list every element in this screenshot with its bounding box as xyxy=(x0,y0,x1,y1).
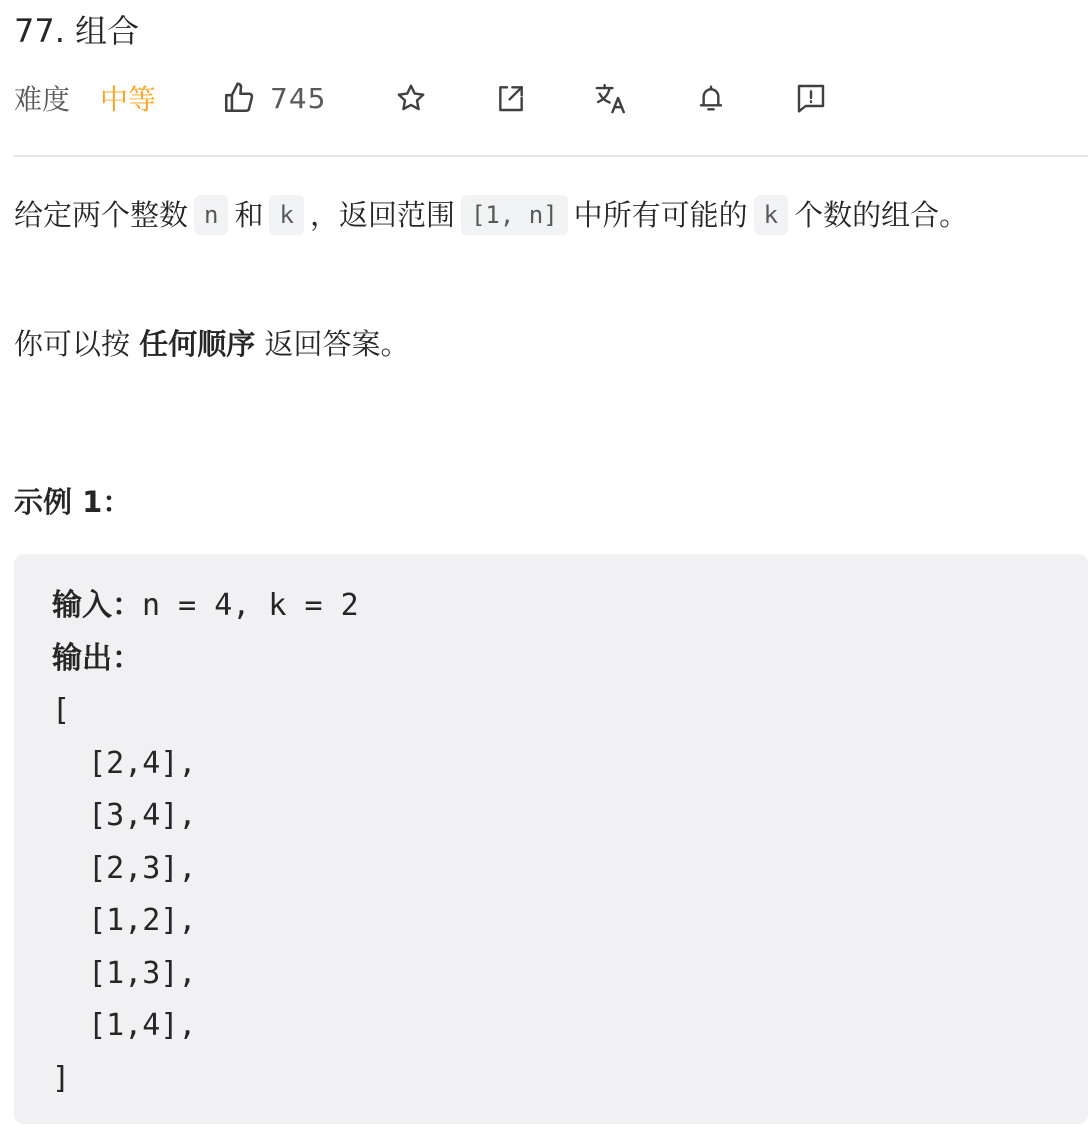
like-count: 745 xyxy=(270,81,327,115)
description-text: 个数的组合。 xyxy=(794,198,969,232)
star-icon xyxy=(395,82,427,114)
emphasis-text: 任何顺序 xyxy=(139,327,256,361)
feedback-button[interactable] xyxy=(793,74,829,122)
inline-code: n xyxy=(194,195,228,235)
share-icon xyxy=(495,82,527,114)
description-text: ，返回范围 xyxy=(309,198,455,232)
example-input-line xyxy=(52,580,359,633)
feedback-icon xyxy=(795,82,827,114)
example-output-line xyxy=(52,633,359,686)
description-text: 和 xyxy=(234,198,264,232)
output-line: [2,3], xyxy=(52,850,197,886)
translate-button[interactable] xyxy=(593,74,629,122)
description-paragraph xyxy=(14,189,1074,241)
output-line: [1,2], xyxy=(52,903,197,938)
output-line: [ xyxy=(52,693,71,728)
problem-toolbar xyxy=(14,74,1088,122)
inline-code: k xyxy=(754,195,788,235)
output-label: 输出： xyxy=(52,640,142,676)
difficulty-badge: 中等 xyxy=(100,83,157,116)
input-value: n = 4, k = 2 xyxy=(142,588,359,623)
example-title: 示例 1： xyxy=(14,485,132,519)
output-line: [1,3], xyxy=(52,955,197,991)
description-text: 返回答案。 xyxy=(264,327,410,361)
example-lines xyxy=(52,580,359,1105)
description-text: 给定两个整数 xyxy=(14,198,189,232)
inline-code: [1, n] xyxy=(461,195,568,235)
output-line: [3,4], xyxy=(52,798,197,833)
thumbs-up-icon xyxy=(222,81,256,115)
input-label: 输入： xyxy=(52,588,142,623)
notify-button[interactable] xyxy=(693,74,729,122)
difficulty-label: 难度 xyxy=(14,83,71,116)
description-text: 中所有可能的 xyxy=(573,198,748,232)
like-button[interactable] xyxy=(222,74,326,122)
output-line: [1,4], xyxy=(52,1008,197,1043)
example-code-block xyxy=(14,554,1088,1124)
problem-description xyxy=(14,189,1074,241)
translate-icon xyxy=(594,81,628,115)
description-text: 你可以按 xyxy=(14,327,131,361)
bell-icon xyxy=(695,82,727,114)
share-button[interactable] xyxy=(493,74,529,122)
divider xyxy=(14,155,1088,157)
output-line: ] xyxy=(52,1060,71,1096)
output-line: [2,4], xyxy=(52,745,197,781)
problem-title: 77. 组合 xyxy=(14,12,140,50)
inline-code: k xyxy=(269,195,303,235)
order-note xyxy=(14,318,409,370)
favorite-button[interactable] xyxy=(393,74,429,122)
